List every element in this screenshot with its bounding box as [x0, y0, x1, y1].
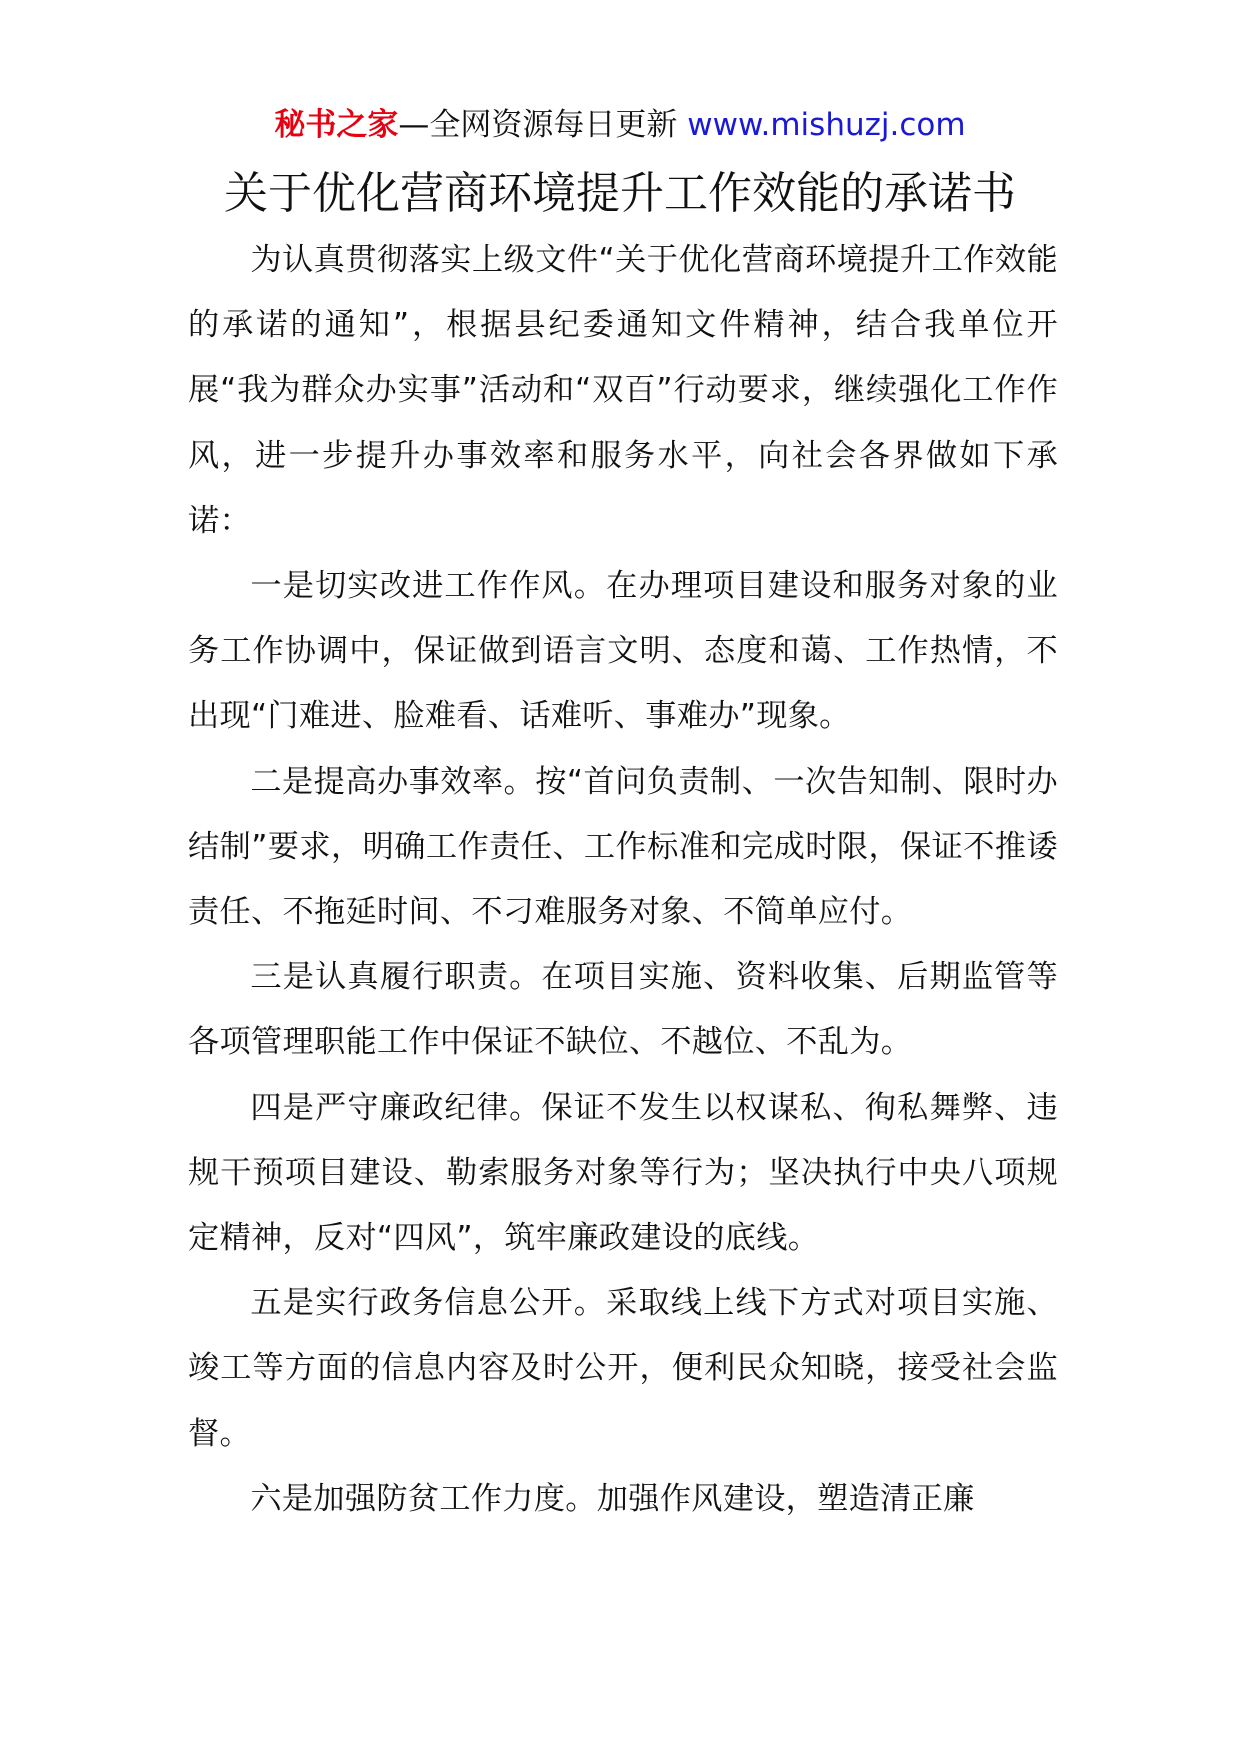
- paragraph-item-1: 一是切实改进工作作风。在办理项目建设和服务对象的业务工作协调中，保证做到语言文明、态度和蔼、工作热情，不出现“门难进、脸难看、话难听、事难办”现象。: [188, 568, 1058, 735]
- site-brand: 秘书之家: [274, 107, 399, 143]
- site-url-link[interactable]: www.mishuzj.com: [687, 107, 966, 143]
- paragraph-item-4: 四是严守廉政纪律。保证不发生以权谋私、徇私舞弊、违规干预项目建设、勒索服务对象等行为；坚决执行中央八项规定精神，反对“四风”，筑牢廉政建设的底线。: [188, 1089, 1058, 1257]
- paragraph-item-2: 二是提高办事效率。按“首问负责制、一次告知制、限时办结制”要求，明确工作责任、工作标准和完成时限，保证不推诿责任、不拖延时间、不刁难服务对象、不简单应付。: [188, 763, 1058, 931]
- document-body: [188, 228, 1058, 1532]
- document-title: 关于优化营商环境提升工作效能的承诺书: [224, 168, 1016, 219]
- site-header: [0, 98, 1240, 152]
- paragraph-item-3: 三是认真履行职责。在项目实施、资料收集、后期监管等各项管理职能工作中保证不缺位、不越位、不乱为。: [188, 959, 1058, 1061]
- paragraph-intro: 为认真贯彻落实上级文件“关于优化营商环境提升工作效能的承诺的通知”，根据县纪委通知文件精神，结合我单位开展“我为群众办实事”活动和“双百”行动要求，继续强化工作作风，进一步提升办事效率和服务水平，向社会各界做如下承诺：: [188, 242, 1058, 539]
- paragraph-item-6: 六是加强防贫工作力度。加强作风建设，塑造清正廉: [250, 1480, 975, 1517]
- site-tagline: —全网资源每日更新: [398, 107, 688, 143]
- paragraph-item-5: 五是实行政务信息公开。采取线上线下方式对项目实施、竣工等方面的信息内容及时公开，便利民众知晓，接受社会监督。: [188, 1285, 1058, 1452]
